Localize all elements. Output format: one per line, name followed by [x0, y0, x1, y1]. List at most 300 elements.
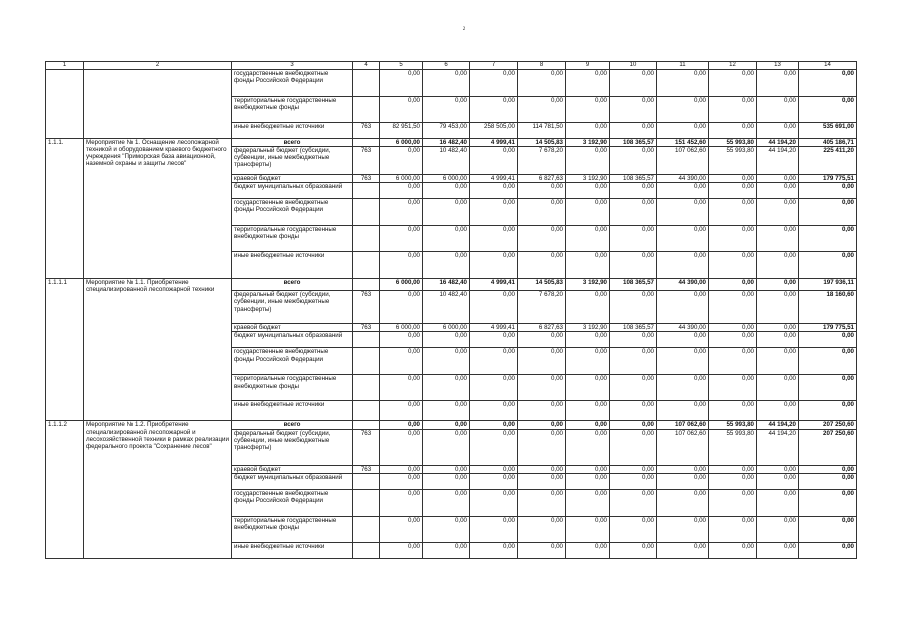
funding-source-cell: федеральный бюджет (субсидии, субвенции, иные межбюджетные трансферты) — [232, 291, 353, 324]
amount-cell: 0,00 — [657, 123, 709, 139]
amount-cell: 0,00 — [518, 429, 566, 465]
amount-cell: 0,00 — [610, 226, 657, 252]
amount-cell: 0,00 — [518, 332, 566, 348]
amount-cell: 207 250,60 — [799, 421, 857, 429]
amount-cell: 258 505,00 — [470, 123, 518, 139]
amount-cell: 0,00 — [470, 147, 518, 175]
budget-code-cell — [353, 332, 380, 348]
amount-cell: 0,00 — [799, 183, 857, 199]
amount-cell: 0,00 — [610, 489, 657, 516]
amount-cell: 0,00 — [709, 70, 757, 97]
amount-cell: 55 993,80 — [709, 429, 757, 465]
amount-cell: 179 775,51 — [799, 324, 857, 332]
amount-cell: 0,00 — [470, 401, 518, 421]
amount-cell: 0,00 — [799, 465, 857, 473]
amount-cell: 0,00 — [757, 348, 799, 375]
table-row — [46, 70, 857, 97]
amount-cell: 0,00 — [799, 542, 857, 558]
amount-cell: 0,00 — [610, 542, 657, 558]
funding-source-cell: территориальные государственные внебюджетные фонды — [232, 226, 353, 252]
amount-cell: 0,00 — [657, 291, 709, 324]
amount-cell: 4 999,41 — [470, 324, 518, 332]
amount-cell: 0,00 — [518, 421, 566, 429]
amount-cell: 0,00 — [566, 421, 610, 429]
amount-cell: 10 482,40 — [423, 291, 470, 324]
amount-cell: 0,00 — [709, 324, 757, 332]
column-number-cell: 3 — [232, 62, 353, 70]
amount-cell: 151 452,60 — [657, 139, 709, 147]
amount-cell: 0,00 — [470, 465, 518, 473]
budget-code-cell — [353, 348, 380, 375]
budget-code-cell — [353, 279, 380, 291]
page-number: 2 — [462, 27, 466, 32]
amount-cell: 0,00 — [709, 175, 757, 183]
funding-source-cell: бюджет муниципальных образований — [232, 183, 353, 199]
amount-cell: 0,00 — [657, 226, 709, 252]
amount-cell: 0,00 — [610, 516, 657, 542]
amount-cell: 0,00 — [566, 291, 610, 324]
amount-cell: 0,00 — [470, 70, 518, 97]
amount-cell: 0,00 — [657, 199, 709, 226]
column-number-cell: 1 — [46, 62, 84, 70]
amount-cell: 0,00 — [757, 332, 799, 348]
amount-cell: 0,00 — [566, 429, 610, 465]
funding-source-cell: территориальные государственные внебюджетные фонды — [232, 97, 353, 123]
amount-cell: 0,00 — [518, 70, 566, 97]
amount-cell: 55 993,80 — [709, 139, 757, 147]
amount-cell: 0,00 — [380, 542, 423, 558]
amount-cell: 44 194,20 — [757, 139, 799, 147]
funding-source-cell: государственные внебюджетные фонды Российской Федерации — [232, 70, 353, 97]
budget-code-cell — [353, 183, 380, 199]
amount-cell: 0,00 — [657, 401, 709, 421]
amount-cell: 0,00 — [423, 421, 470, 429]
amount-cell: 0,00 — [799, 375, 857, 401]
amount-cell: 0,00 — [709, 279, 757, 291]
column-number-cell: 13 — [757, 62, 799, 70]
amount-cell: 0,00 — [610, 401, 657, 421]
column-number-cell: 6 — [423, 62, 470, 70]
amount-cell: 7 678,20 — [518, 291, 566, 324]
amount-cell: 0,00 — [799, 348, 857, 375]
amount-cell: 0,00 — [799, 199, 857, 226]
amount-cell: 0,00 — [566, 70, 610, 97]
funding-source-cell: государственные внебюджетные фонды Российской Федерации — [232, 489, 353, 516]
table-row — [46, 279, 857, 291]
amount-cell: 0,00 — [610, 332, 657, 348]
amount-cell: 0,00 — [709, 348, 757, 375]
budget-code-cell — [353, 199, 380, 226]
amount-cell: 44 390,00 — [657, 279, 709, 291]
amount-cell: 0,00 — [566, 473, 610, 489]
budget-code-cell — [353, 375, 380, 401]
amount-cell: 0,00 — [657, 516, 709, 542]
amount-cell: 0,00 — [380, 183, 423, 199]
amount-cell: 0,00 — [423, 473, 470, 489]
amount-cell: 0,00 — [423, 465, 470, 473]
amount-cell: 6 000,00 — [380, 279, 423, 291]
amount-cell: 0,00 — [657, 97, 709, 123]
amount-cell: 0,00 — [518, 489, 566, 516]
amount-cell: 0,00 — [610, 473, 657, 489]
amount-cell: 0,00 — [757, 473, 799, 489]
column-number-cell: 2 — [84, 62, 232, 70]
amount-cell: 0,00 — [610, 429, 657, 465]
amount-cell: 0,00 — [380, 516, 423, 542]
amount-cell: 0,00 — [470, 291, 518, 324]
amount-cell: 0,00 — [610, 375, 657, 401]
amount-cell: 0,00 — [610, 97, 657, 123]
activity-name-cell — [84, 70, 232, 139]
amount-cell: 0,00 — [518, 226, 566, 252]
amount-cell: 0,00 — [380, 97, 423, 123]
budget-code-cell: 763 — [353, 291, 380, 324]
amount-cell: 0,00 — [566, 123, 610, 139]
amount-cell: 0,00 — [610, 421, 657, 429]
amount-cell: 0,00 — [757, 516, 799, 542]
column-number-cell: 8 — [518, 62, 566, 70]
budget-code-cell — [353, 226, 380, 252]
amount-cell: 107 062,60 — [657, 421, 709, 429]
budget-code-cell — [353, 421, 380, 429]
amount-cell: 0,00 — [423, 199, 470, 226]
amount-cell: 0,00 — [470, 429, 518, 465]
amount-cell: 3 192,90 — [566, 175, 610, 183]
funding-source-cell: бюджет муниципальных образований — [232, 332, 353, 348]
budget-code-cell: 763 — [353, 175, 380, 183]
amount-cell: 0,00 — [657, 375, 709, 401]
amount-cell: 0,00 — [709, 473, 757, 489]
amount-cell: 0,00 — [799, 473, 857, 489]
amount-cell: 225 411,20 — [799, 147, 857, 175]
column-number-cell: 11 — [657, 62, 709, 70]
amount-cell: 0,00 — [757, 401, 799, 421]
funding-source-cell: федеральный бюджет (субсидии, субвенции, иные межбюджетные трансферты) — [232, 147, 353, 175]
column-number-row — [46, 62, 857, 70]
amount-cell: 0,00 — [518, 542, 566, 558]
amount-cell: 0,00 — [470, 489, 518, 516]
amount-cell: 114 781,50 — [518, 123, 566, 139]
amount-cell: 0,00 — [380, 375, 423, 401]
amount-cell: 108 365,57 — [610, 139, 657, 147]
amount-cell: 0,00 — [470, 542, 518, 558]
funding-source-cell: территориальные государственные внебюджетные фонды — [232, 516, 353, 542]
amount-cell: 0,00 — [799, 252, 857, 279]
budget-code-cell: 763 — [353, 123, 380, 139]
amount-cell: 0,00 — [610, 291, 657, 324]
amount-cell: 0,00 — [518, 252, 566, 279]
amount-cell: 4 999,41 — [470, 279, 518, 291]
amount-cell: 82 951,50 — [380, 123, 423, 139]
amount-cell: 0,00 — [709, 465, 757, 473]
amount-cell: 0,00 — [566, 516, 610, 542]
funding-source-cell: всего — [232, 139, 353, 147]
table-row — [46, 139, 857, 147]
activity-id-cell: 1.1.1.1 — [46, 279, 84, 421]
amount-cell: 0,00 — [423, 429, 470, 465]
amount-cell: 0,00 — [657, 489, 709, 516]
funding-source-cell: краевой бюджет — [232, 465, 353, 473]
amount-cell: 0,00 — [518, 199, 566, 226]
amount-cell: 0,00 — [610, 123, 657, 139]
amount-cell: 0,00 — [610, 199, 657, 226]
amount-cell: 108 365,57 — [610, 175, 657, 183]
amount-cell: 44 194,20 — [757, 421, 799, 429]
amount-cell: 0,00 — [380, 401, 423, 421]
amount-cell: 6 827,63 — [518, 324, 566, 332]
amount-cell: 14 505,83 — [518, 139, 566, 147]
amount-cell: 0,00 — [380, 199, 423, 226]
amount-cell: 0,00 — [799, 332, 857, 348]
funding-source-cell: государственные внебюджетные фонды Российской Федерации — [232, 199, 353, 226]
activity-id-cell — [46, 70, 84, 139]
amount-cell: 0,00 — [380, 429, 423, 465]
amount-cell: 108 365,57 — [610, 324, 657, 332]
amount-cell: 0,00 — [657, 183, 709, 199]
funding-source-cell: иные внебюджетные источники — [232, 123, 353, 139]
amount-cell: 207 250,60 — [799, 429, 857, 465]
amount-cell: 0,00 — [470, 375, 518, 401]
amount-cell: 0,00 — [709, 252, 757, 279]
amount-cell: 3 192,90 — [566, 139, 610, 147]
column-number-cell: 14 — [799, 62, 857, 70]
budget-code-cell — [353, 97, 380, 123]
amount-cell: 0,00 — [709, 489, 757, 516]
amount-cell: 55 993,80 — [709, 421, 757, 429]
amount-cell: 0,00 — [757, 175, 799, 183]
amount-cell: 0,00 — [566, 401, 610, 421]
column-number-cell: 7 — [470, 62, 518, 70]
amount-cell: 0,00 — [380, 421, 423, 429]
funding-source-cell: всего — [232, 279, 353, 291]
amount-cell: 16 482,40 — [423, 139, 470, 147]
amount-cell: 0,00 — [566, 465, 610, 473]
amount-cell: 0,00 — [657, 465, 709, 473]
amount-cell: 0,00 — [757, 375, 799, 401]
amount-cell: 0,00 — [799, 401, 857, 421]
amount-cell: 0,00 — [757, 183, 799, 199]
amount-cell: 10 482,40 — [423, 147, 470, 175]
table-row — [46, 421, 857, 429]
amount-cell: 0,00 — [423, 332, 470, 348]
amount-cell: 0,00 — [757, 199, 799, 226]
amount-cell: 0,00 — [470, 348, 518, 375]
amount-cell: 0,00 — [518, 401, 566, 421]
budget-code-cell — [353, 473, 380, 489]
amount-cell: 0,00 — [566, 97, 610, 123]
amount-cell: 0,00 — [470, 199, 518, 226]
amount-cell: 0,00 — [709, 542, 757, 558]
funding-source-cell: иные внебюджетные источники — [232, 542, 353, 558]
amount-cell: 0,00 — [380, 147, 423, 175]
column-number-cell: 12 — [709, 62, 757, 70]
amount-cell: 0,00 — [380, 332, 423, 348]
amount-cell: 0,00 — [423, 97, 470, 123]
amount-cell: 3 192,90 — [566, 324, 610, 332]
amount-cell: 0,00 — [757, 324, 799, 332]
column-number-cell: 5 — [380, 62, 423, 70]
amount-cell: 0,00 — [380, 348, 423, 375]
amount-cell: 0,00 — [709, 291, 757, 324]
amount-cell: 0,00 — [566, 183, 610, 199]
amount-cell: 0,00 — [757, 291, 799, 324]
amount-cell: 0,00 — [657, 473, 709, 489]
amount-cell: 0,00 — [757, 70, 799, 97]
amount-cell: 44 194,20 — [757, 429, 799, 465]
column-number-cell: 4 — [353, 62, 380, 70]
amount-cell: 6 000,00 — [380, 175, 423, 183]
budget-code-cell — [353, 516, 380, 542]
amount-cell: 0,00 — [423, 348, 470, 375]
amount-cell: 179 775,51 — [799, 175, 857, 183]
amount-cell: 0,00 — [518, 375, 566, 401]
amount-cell: 0,00 — [423, 252, 470, 279]
amount-cell: 0,00 — [657, 70, 709, 97]
amount-cell: 0,00 — [610, 465, 657, 473]
amount-cell: 0,00 — [380, 465, 423, 473]
amount-cell: 0,00 — [423, 183, 470, 199]
amount-cell: 6 000,00 — [380, 324, 423, 332]
amount-cell: 0,00 — [566, 147, 610, 175]
budget-code-cell — [353, 401, 380, 421]
amount-cell: 0,00 — [709, 375, 757, 401]
amount-cell: 0,00 — [757, 226, 799, 252]
amount-cell: 0,00 — [380, 473, 423, 489]
funding-source-cell: федеральный бюджет (субсидии, субвенции, иные межбюджетные трансферты) — [232, 429, 353, 465]
amount-cell: 0,00 — [470, 252, 518, 279]
amount-cell: 0,00 — [380, 70, 423, 97]
budget-code-cell — [353, 542, 380, 558]
amount-cell: 16 482,40 — [423, 279, 470, 291]
amount-cell: 0,00 — [518, 465, 566, 473]
funding-source-cell: государственные внебюджетные фонды Российской Федерации — [232, 348, 353, 375]
activity-name-cell: Мероприятие № 1.1. Приобретение специализированной лесопожарной техники — [84, 279, 232, 421]
amount-cell: 14 505,83 — [518, 279, 566, 291]
activity-id-cell: 1.1.1.2 — [46, 421, 84, 558]
amount-cell: 0,00 — [518, 348, 566, 375]
budget-code-cell: 763 — [353, 324, 380, 332]
amount-cell: 0,00 — [423, 516, 470, 542]
funding-source-cell: территориальные государственные внебюджетные фонды — [232, 375, 353, 401]
amount-cell: 0,00 — [610, 348, 657, 375]
amount-cell: 108 365,57 — [610, 279, 657, 291]
budget-code-cell: 763 — [353, 465, 380, 473]
funding-source-cell: иные внебюджетные источники — [232, 252, 353, 279]
amount-cell: 6 000,00 — [423, 324, 470, 332]
amount-cell: 0,00 — [470, 97, 518, 123]
amount-cell: 0,00 — [757, 279, 799, 291]
funding-source-cell: краевой бюджет — [232, 324, 353, 332]
amount-cell: 3 192,90 — [566, 279, 610, 291]
amount-cell: 405 186,71 — [799, 139, 857, 147]
amount-cell: 0,00 — [566, 542, 610, 558]
amount-cell: 0,00 — [610, 70, 657, 97]
amount-cell: 0,00 — [470, 516, 518, 542]
activity-name-cell: Мероприятие № 1. Оснащение лесопожарной техникой и оборудованием краевого бюджетного учреждения "Приморская база авиационной, наземной охраны и защиты лесов" — [84, 139, 232, 279]
budget-code-cell — [353, 70, 380, 97]
amount-cell: 107 062,60 — [657, 147, 709, 175]
amount-cell: 0,00 — [610, 147, 657, 175]
funding-source-cell: бюджет муниципальных образований — [232, 473, 353, 489]
budget-code-cell: 763 — [353, 147, 380, 175]
amount-cell: 0,00 — [470, 183, 518, 199]
amount-cell: 197 936,11 — [799, 279, 857, 291]
amount-cell: 0,00 — [518, 97, 566, 123]
amount-cell: 0,00 — [380, 226, 423, 252]
amount-cell: 0,00 — [709, 97, 757, 123]
budget-code-cell: 763 — [353, 429, 380, 465]
amount-cell: 0,00 — [799, 97, 857, 123]
amount-cell: 0,00 — [657, 252, 709, 279]
amount-cell: 6 000,00 — [380, 139, 423, 147]
amount-cell: 0,00 — [566, 375, 610, 401]
amount-cell: 18 160,60 — [799, 291, 857, 324]
amount-cell: 0,00 — [470, 421, 518, 429]
amount-cell: 0,00 — [566, 226, 610, 252]
amount-cell: 0,00 — [470, 226, 518, 252]
amount-cell: 0,00 — [566, 489, 610, 516]
amount-cell: 0,00 — [380, 252, 423, 279]
amount-cell: 44 194,20 — [757, 147, 799, 175]
amount-cell: 0,00 — [709, 183, 757, 199]
amount-cell: 79 453,00 — [423, 123, 470, 139]
amount-cell: 0,00 — [470, 473, 518, 489]
amount-cell: 0,00 — [518, 473, 566, 489]
table-body — [46, 62, 857, 559]
amount-cell: 0,00 — [757, 123, 799, 139]
column-number-cell: 9 — [566, 62, 610, 70]
amount-cell: 0,00 — [566, 348, 610, 375]
amount-cell: 0,00 — [757, 465, 799, 473]
amount-cell: 0,00 — [423, 542, 470, 558]
activity-id-cell: 1.1.1. — [46, 139, 84, 279]
amount-cell: 0,00 — [799, 70, 857, 97]
amount-cell: 0,00 — [566, 252, 610, 279]
amount-cell: 0,00 — [709, 199, 757, 226]
funding-source-cell: иные внебюджетные источники — [232, 401, 353, 421]
amount-cell: 44 390,00 — [657, 324, 709, 332]
amount-cell: 107 062,60 — [657, 429, 709, 465]
budget-code-cell — [353, 139, 380, 147]
amount-cell: 0,00 — [799, 489, 857, 516]
amount-cell: 0,00 — [423, 401, 470, 421]
amount-cell: 0,00 — [423, 489, 470, 516]
amount-cell: 0,00 — [518, 516, 566, 542]
amount-cell: 0,00 — [423, 226, 470, 252]
funding-source-cell: краевой бюджет — [232, 175, 353, 183]
amount-cell: 6 000,00 — [423, 175, 470, 183]
amount-cell: 0,00 — [709, 516, 757, 542]
budget-code-cell — [353, 489, 380, 516]
amount-cell: 4 999,41 — [470, 175, 518, 183]
amount-cell: 0,00 — [757, 489, 799, 516]
budget-code-cell — [353, 252, 380, 279]
amount-cell: 0,00 — [709, 226, 757, 252]
column-number-cell: 10 — [610, 62, 657, 70]
amount-cell: 0,00 — [380, 291, 423, 324]
amount-cell: 0,00 — [470, 332, 518, 348]
amount-cell: 7 678,20 — [518, 147, 566, 175]
activity-name-cell: Мероприятие № 1.2. Приобретение специализированной лесопожарной и лесохозяйственной техники в рамках реализации федерального проекта "Сохранение лесов" — [84, 421, 232, 558]
amount-cell: 0,00 — [709, 401, 757, 421]
amount-cell: 44 390,00 — [657, 175, 709, 183]
amount-cell: 0,00 — [757, 252, 799, 279]
amount-cell: 0,00 — [566, 199, 610, 226]
amount-cell: 0,00 — [380, 489, 423, 516]
amount-cell: 0,00 — [709, 332, 757, 348]
amount-cell: 0,00 — [657, 348, 709, 375]
amount-cell: 0,00 — [610, 252, 657, 279]
